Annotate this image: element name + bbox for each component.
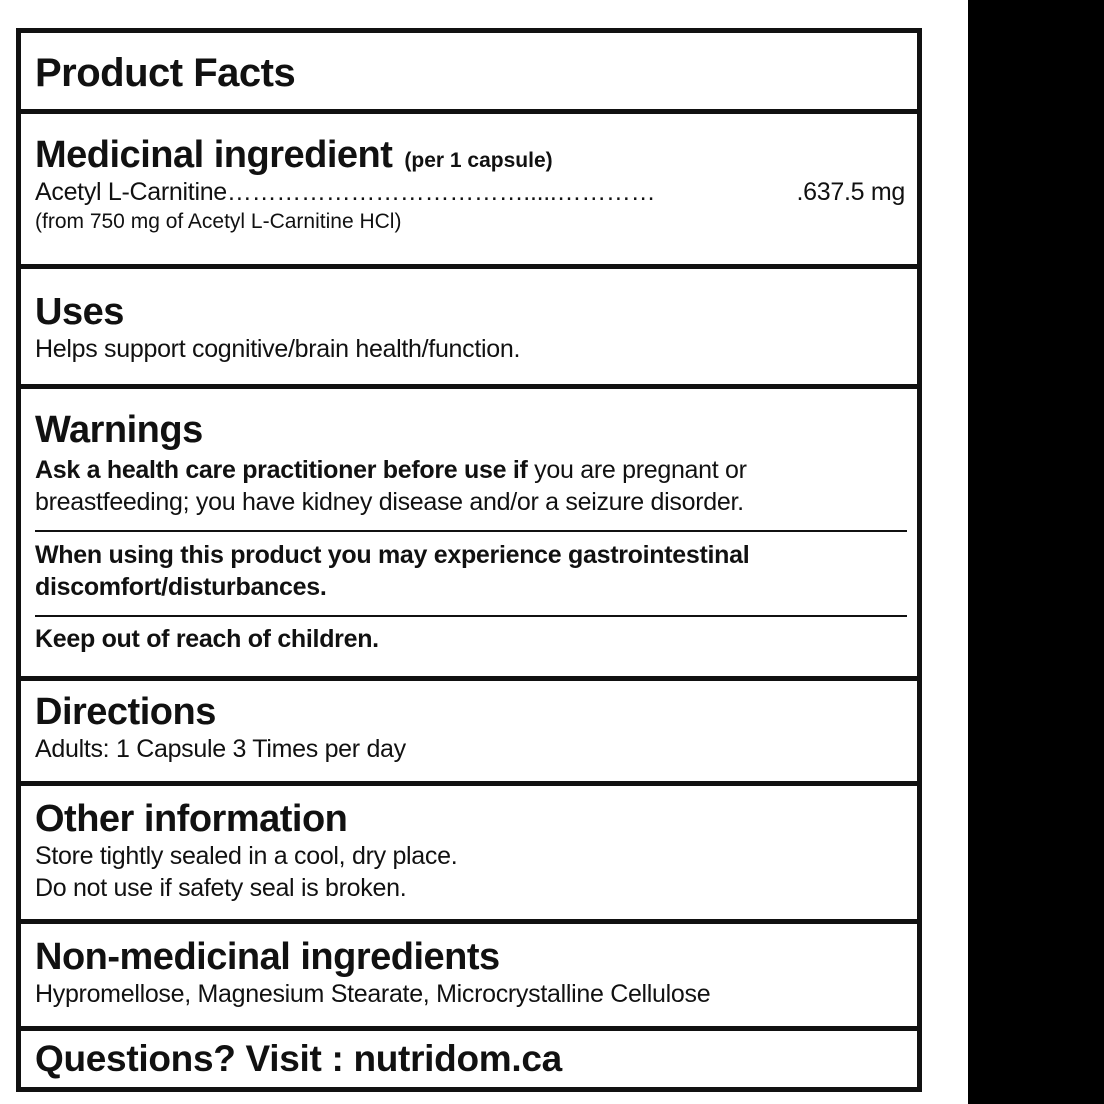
warning-practitioner — [35, 454, 905, 518]
non-medicinal-heading: Non-medicinal ingredients — [35, 936, 500, 978]
uses-heading: Uses — [35, 291, 124, 333]
footer-section — [21, 1031, 917, 1087]
warning-practitioner-line2: breastfeeding; you have kidney disease and/or a seizure disorder. — [35, 488, 744, 516]
directions-text: Adults: 1 Capsule 3 Times per day — [35, 735, 406, 763]
warnings-divider — [35, 615, 907, 617]
uses-text: Helps support cognitive/brain health/function. — [35, 335, 521, 363]
warning-practitioner-bold: Ask a health care practitioner before use if — [35, 456, 528, 484]
ingredient-row — [35, 176, 905, 208]
directions-heading: Directions — [35, 691, 216, 733]
warning-gastrointestinal — [35, 539, 905, 603]
ingredient-source: (from 750 mg of Acetyl L-Carnitine HCl) — [35, 210, 402, 233]
warning-children: Keep out of reach of children. — [35, 625, 379, 653]
uses-section — [21, 269, 917, 389]
non-medicinal-text: Hypromellose, Magnesium Stearate, Microcrystalline Cellulose — [35, 980, 711, 1008]
per-capsule-note: (per 1 capsule) — [404, 149, 553, 172]
non-medicinal-section — [21, 924, 917, 1031]
directions-section — [21, 681, 917, 786]
warning-practitioner-rest: you are pregnant or — [527, 456, 747, 484]
other-information-heading: Other information — [35, 798, 348, 840]
product-facts-label — [16, 28, 922, 1092]
other-information-line2: Do not use if safety seal is broken. — [35, 874, 407, 902]
ingredient-amount: .637.5 mg — [796, 178, 905, 206]
leader-dots: ……………………………….....………… — [226, 178, 656, 206]
ingredient-name: Acetyl L-Carnitine — [35, 178, 227, 206]
warnings-divider — [35, 530, 907, 532]
warning-gi-line1: When using this product you may experience gastrointestinal — [35, 541, 750, 569]
warnings-heading: Warnings — [35, 409, 203, 451]
medicinal-ingredient-section — [21, 114, 917, 269]
page-title: Product Facts — [35, 51, 296, 95]
other-information-line1: Store tightly sealed in a cool, dry place. — [35, 842, 458, 870]
warnings-section — [21, 389, 917, 681]
warning-gi-line2: discomfort/disturbances. — [35, 573, 327, 601]
other-information-section — [21, 786, 917, 924]
medicinal-heading: Medicinal ingredient — [35, 134, 393, 176]
right-black-band — [968, 0, 1104, 1104]
medicinal-heading-row — [35, 134, 905, 176]
questions-visit-footer: Questions? Visit : nutridom.ca — [35, 1038, 562, 1079]
title-section — [21, 33, 917, 114]
